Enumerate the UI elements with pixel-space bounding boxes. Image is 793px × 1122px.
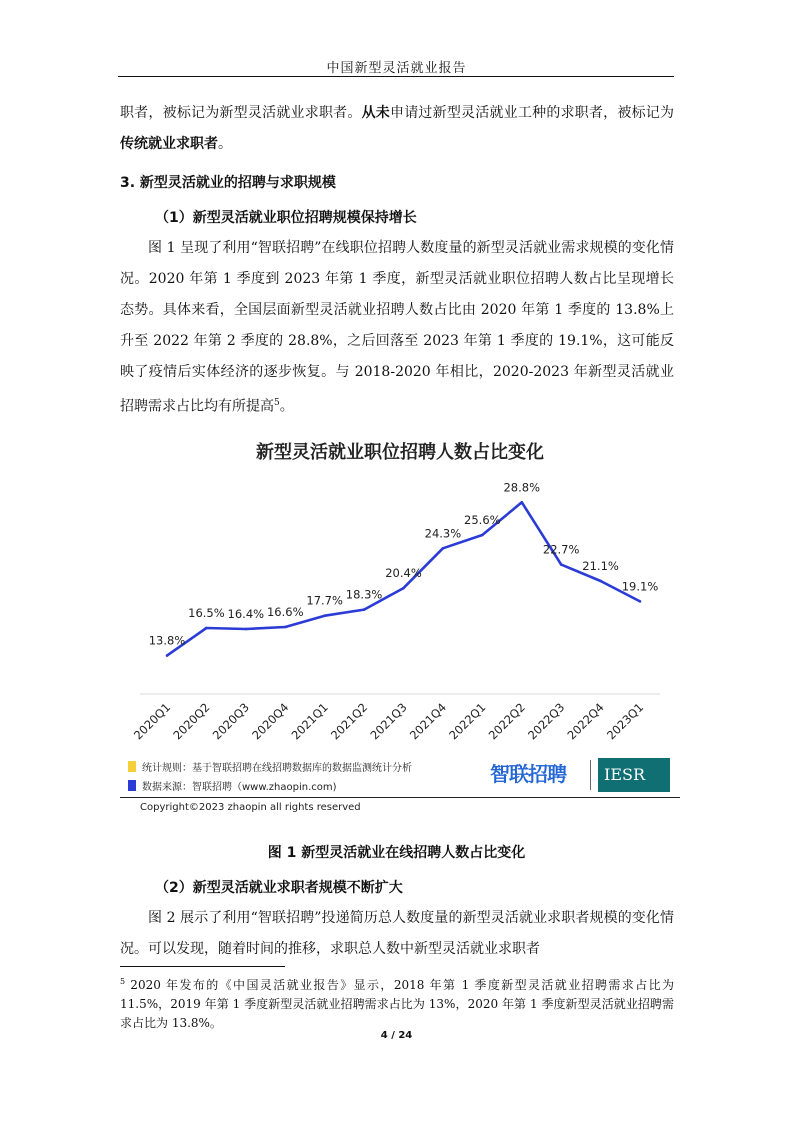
chart-figure-1 (120, 428, 680, 813)
p1-text-3: 。 (218, 136, 232, 152)
page-number: 4 / 24 (380, 1030, 413, 1041)
footnote-text: 2020 年发布的《中国灵活就业报告》显示，2018 年第 1 季度新型灵活就业招聘需求占比为 11.5%，2019 年第 1 季度新型灵活就业招聘需求占比为 13%，2020 年第 1 季度新型灵活就业招聘需求占比为 13.8%。 (120, 978, 674, 1030)
legend-swatch-yellow (128, 761, 136, 772)
data-label-2021Q3: 20.4% (385, 566, 422, 581)
paragraph-3: 图 2 展示了利用“智联招聘”投递简历总人数度量的新型灵活就业求职者规模的变化情况。可以发现，随着时间的推移，求职总人数中新型灵活就业求职者 (120, 910, 674, 957)
x-tick-label-2022Q2: 2022Q2 (485, 700, 528, 743)
x-tick-label-2021Q1: 2021Q1 (288, 700, 331, 743)
figure-caption: 图 1 新型灵活就业在线招聘人数占比变化 (267, 845, 526, 861)
footnote-rule (120, 966, 285, 967)
header-rule (118, 76, 674, 77)
data-label-2020Q4: 16.6% (266, 604, 304, 619)
data-point-2020Q3 (245, 628, 248, 631)
data-point-2020Q1 (166, 654, 169, 657)
data-label-2022Q2: 28.8% (503, 480, 541, 495)
zhaopin-logo: 智联招聘 (490, 762, 566, 786)
footnote-5 (120, 972, 674, 1033)
chart-title: 新型灵活就业职位招聘人数占比变化 (256, 442, 544, 463)
x-tick-label-2023Q1: 2023Q1 (603, 700, 647, 743)
legend-source-text: 数据来源：智联招聘（www.zhaopin.com) (142, 782, 337, 793)
iesr-logo: IESR (598, 758, 670, 792)
data-label-2021Q4: 24.3% (424, 526, 462, 541)
data-point-2022Q4 (599, 580, 602, 583)
line-chart (120, 428, 680, 748)
section-heading-3: 3. 新型灵活就业的招聘与求职规模 (120, 175, 336, 191)
data-point-2020Q4 (284, 626, 287, 629)
data-point-2022Q2 (520, 501, 523, 504)
data-point-2021Q2 (363, 608, 366, 611)
p1-text-2: 申请过新型灵活就业工种的求职者，被标记为 (390, 105, 674, 121)
copyright-text: Copyright©2023 zhaopin all rights reserved (140, 802, 361, 813)
data-point-2020Q2 (205, 627, 208, 630)
paragraph-2 (120, 233, 674, 423)
subsection-heading-2: （2）新型灵活就业求职者规模不断扩大 (155, 880, 403, 896)
p1-bold-2: 传统就业求职者 (120, 136, 218, 152)
x-tick-label-2022Q3: 2022Q3 (525, 700, 568, 743)
data-point-2022Q1 (481, 534, 484, 537)
data-label-2021Q1: 17.7% (306, 593, 343, 608)
data-label-2020Q2: 16.5% (188, 606, 225, 620)
logo-separator (590, 760, 591, 790)
data-point-2023Q1 (639, 600, 642, 603)
x-tick-label-2021Q3: 2021Q3 (367, 700, 410, 743)
paragraph-1 (120, 98, 674, 160)
legend-rule-text: 统计规则：基于智联招聘在线招聘数据库的数据监测统计分析 (142, 763, 412, 774)
x-tick-label-2022Q4: 2022Q4 (564, 700, 607, 743)
chart-bottom-rule (120, 797, 680, 798)
data-label-2022Q3: 22.7% (542, 542, 580, 557)
footnote-mark: 5 (120, 977, 126, 986)
p1-text-1: 职者，被标记为新型灵活就业求职者。 (120, 105, 362, 121)
data-label-2020Q1: 13.8% (148, 633, 186, 648)
data-label-2022Q4: 21.1% (582, 558, 619, 573)
p2-text: 图 1 呈现了利用“智联招聘”在线职位招聘人数度量的新型灵活就业需求规模的变化情况。2020 年第 1 季度到 2023 年第 1 季度，新型灵活就业职位招聘人数占比呈现增长态势。具体来看，全国层面新型灵活就业招聘人数占比由 2020 年第 1 季度的 13.8%上升至 2022 年第 2 季度的 28.8%，之后回落至 2023 年第 1 季度的 19.1%，这可能反映了疫情后实体经济的逐步恢复。与 2018-2020 年相比，2020-2023 年新型灵活就业招聘需求占比均有所提高 (120, 240, 674, 415)
x-tick-label-2021Q2: 2021Q2 (328, 700, 371, 743)
x-tick-label-2020Q3: 2020Q3 (209, 700, 252, 743)
data-point-2021Q3 (402, 587, 405, 590)
x-tick-label-2020Q1: 2020Q1 (130, 700, 174, 743)
x-tick-label-2020Q4: 2020Q4 (249, 700, 292, 743)
subsection-heading-1: （1）新型灵活就业职位招聘规模保持增长 (155, 210, 417, 226)
legend-swatch-blue (128, 780, 136, 791)
x-tick-label-2020Q2: 2020Q2 (170, 700, 213, 743)
data-label-2020Q3: 16.4% (227, 607, 265, 622)
p2-end: 。 (279, 398, 294, 415)
data-label-2022Q1: 25.6% (464, 512, 501, 527)
x-tick-label-2022Q1: 2022Q1 (446, 700, 489, 743)
data-point-2022Q3 (560, 563, 563, 566)
data-point-2021Q4 (442, 547, 445, 550)
data-label-2023Q1: 19.1% (621, 579, 659, 594)
p1-bold-1: 从未 (361, 105, 390, 121)
data-point-2021Q1 (323, 614, 326, 617)
legend-rule (128, 759, 412, 774)
data-label-2021Q2: 18.3% (345, 587, 383, 602)
running-header: 中国新型灵活就业报告 (326, 61, 467, 76)
x-tick-label-2021Q4: 2021Q4 (406, 700, 450, 743)
legend-source (128, 778, 337, 793)
footnote-ref-5[interactable]: 5 (274, 398, 280, 408)
